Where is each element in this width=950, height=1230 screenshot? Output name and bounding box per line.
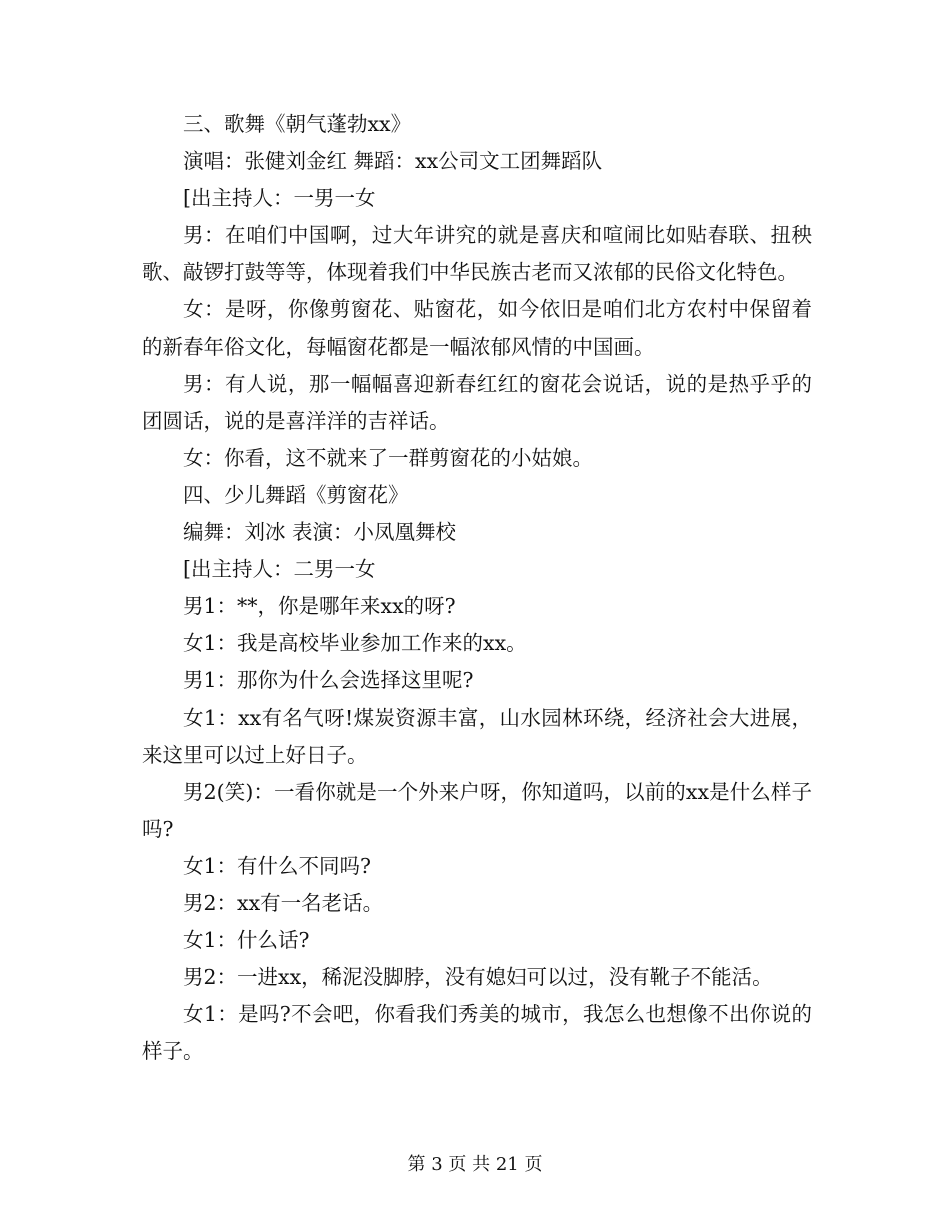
paragraph-8: 四、少儿舞蹈《剪窗花》: [183, 482, 409, 507]
paragraph-15: 男2(笑)：一看你就是一个外来户呀，你知道吗，以前的xx是什么样子吗?: [142, 779, 812, 841]
paragraph-10: [出主持人：二男一女: [183, 557, 376, 582]
paragraph-19: 男2：一进xx，稀泥没脚脖，没有媳妇可以过，没有靴子不能活。: [183, 965, 773, 990]
paragraph-11: 男1：**，你是哪年来xx的呀?: [183, 594, 456, 619]
paragraph-6: 男：有人说，那一幅幅喜迎新春红红的窗花会说话，说的是热乎乎的团圆话，说的是喜洋洋的吉祥话。: [142, 371, 812, 433]
paragraph-3: [出主持人：一男一女: [183, 186, 376, 211]
paragraph-13: 男1：那你为什么会选择这里呢?: [183, 668, 474, 693]
page-number-footer: 第 3 页 共 21 页: [407, 1154, 543, 1175]
paragraph-2: 演唱：张健刘金红 舞蹈：xx公司文工团舞蹈队: [183, 149, 603, 174]
paragraph-7: 女：你看，这不就来了一群剪窗花的小姑娘。: [183, 445, 593, 470]
paragraph-16: 女1：有什么不同吗?: [183, 853, 372, 878]
paragraph-14: 女1：xx有名气呀!煤炭资源丰富，山水园林环绕，经济社会大进展，来这里可以过上好日子。: [142, 705, 812, 767]
paragraph-18: 女1：什么话?: [183, 928, 310, 953]
paragraph-4: 男：在咱们中国啊，过大年讲究的就是喜庆和喧闹比如贴春联、扭秧歌、敲锣打鼓等等，体现着我们中华民族古老而又浓郁的民俗文化特色。: [142, 223, 812, 285]
paragraph-9: 编舞：刘冰 表演：小凤凰舞校: [183, 520, 457, 545]
paragraph-1: 三、歌舞《朝气蓬勃xx》: [183, 112, 412, 136]
paragraph-20: 女1：是吗?不会吧，你看我们秀美的城市，我怎么也想像不出你说的样子。: [142, 1002, 812, 1064]
document-body: [142, 106, 812, 1070]
paragraph-17: 男2：xx有一名老话。: [183, 890, 384, 915]
paragraph-5: 女：是呀，你像剪窗花、贴窗花，如今依旧是咱们北方农村中保留着的新春年俗文化，每幅窗花都是一幅浓郁风情的中国画。: [142, 297, 812, 359]
paragraph-12: 女1：我是高校毕业参加工作来的xx。: [183, 631, 527, 656]
